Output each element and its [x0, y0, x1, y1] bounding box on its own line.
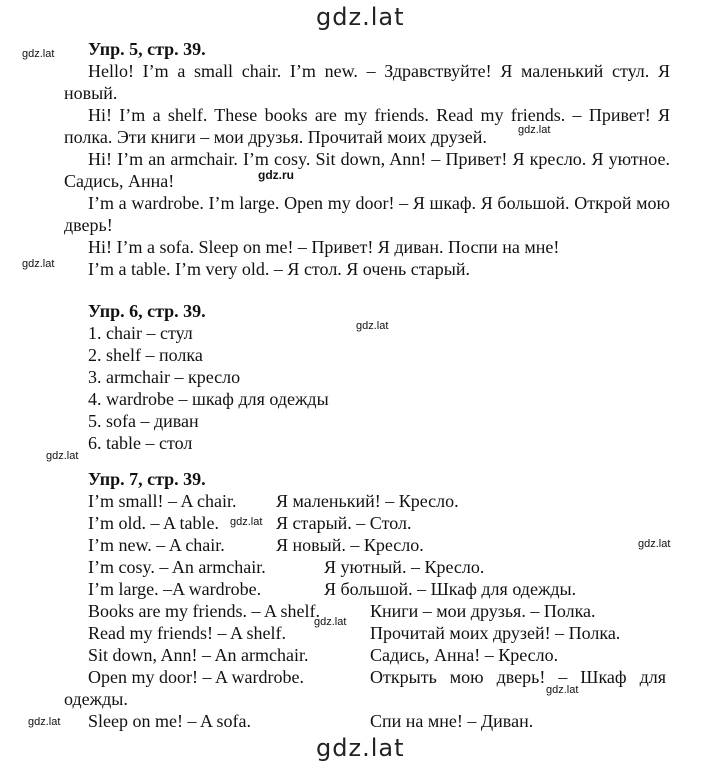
row-english: I’m cosy. – An armchair. — [88, 557, 266, 577]
watermark-ru: gdz.ru — [258, 168, 294, 182]
watermark-small: gdz.lat — [356, 320, 389, 332]
exercise-7-heading: Упр. 7, стр. 39. — [88, 469, 206, 489]
exercise-5-paragraph: I’m a table. I’m very old. – Я стол. Я очень старый. — [88, 259, 471, 279]
list-item: 3. armchair – кресло — [88, 367, 241, 387]
row-russian: Я большой. – Шкаф для одежды. — [324, 579, 577, 599]
row-russian: Спи на мне! – Диван. — [370, 711, 534, 731]
row-russian: Я уютный. – Кресло. — [324, 557, 485, 577]
watermark-small: gdz.lat — [546, 684, 579, 696]
row-english: I’m small! – A chair. — [88, 491, 237, 511]
watermark-small: gdz.lat — [28, 716, 61, 728]
watermark-bottom: gdz.lat — [316, 734, 405, 762]
list-item: 4. wardrobe – шкаф для одежды — [88, 389, 329, 409]
exercise-6-heading: Упр. 6, стр. 39. — [88, 301, 206, 321]
exercise-5-paragraph: I’m a wardrobe. I’m large. Open my door! – Я шкаф. Я большой. Открой мою дверь! — [64, 193, 670, 235]
row-russian: Я маленький! – Кресло. — [276, 491, 459, 511]
row-english: Sit down, Ann! – An armchair. — [88, 645, 309, 665]
list-item: 6. table – стол — [88, 433, 193, 453]
row-russian: Книги – мои друзья. – Полка. — [370, 601, 596, 621]
watermark-small: gdz.lat — [230, 516, 263, 528]
exercise-5-heading: Упр. 5, стр. 39. — [88, 39, 206, 59]
row-english: одежды. — [64, 689, 128, 709]
exercise-5-paragraph: Hi! I’m a shelf. These books are my friends. Read my friends. – Привет! Я полка. Эти книги – мои друзья. Прочитай моих друзей. — [64, 105, 670, 147]
watermark-top: gdz.lat — [316, 3, 405, 31]
row-russian: Я старый. – Стол. — [276, 513, 412, 533]
watermark-small: gdz.lat — [22, 48, 55, 60]
watermark-small: gdz.lat — [638, 538, 671, 550]
row-english: I’m old. – A table. — [88, 513, 219, 533]
exercise-5-paragraph: Hello! I’m a small chair. I’m new. – Здравствуйте! Я маленький стул. Я новый. — [64, 61, 670, 103]
row-russian: Я новый. – Кресло. — [276, 535, 424, 555]
watermark-small: gdz.lat — [314, 616, 347, 628]
row-english: Books are my friends. – A shelf. — [88, 601, 320, 621]
row-english: Open my door! – A wardrobe. — [88, 667, 304, 687]
list-item: 5. sofa – диван — [88, 411, 199, 431]
watermark-small: gdz.lat — [46, 450, 79, 462]
list-item: 2. shelf – полка — [88, 345, 203, 365]
row-russian: Открыть мою дверь! – Шкаф для — [370, 667, 666, 687]
watermark-small: gdz.lat — [22, 258, 55, 270]
row-russian: Садись, Анна! – Кресло. — [370, 645, 559, 665]
row-english: I’m new. – A chair. — [88, 535, 225, 555]
row-english: I’m large. –A wardrobe. — [88, 579, 262, 599]
row-english: Read my friends! – A shelf. — [88, 623, 286, 643]
row-english: Sleep on me! – A sofa. — [88, 711, 251, 731]
row-russian: Прочитай моих друзей! – Полка. — [370, 623, 621, 643]
watermark-small: gdz.lat — [518, 124, 551, 136]
exercise-5-paragraph: Hi! I’m an armchair. I’m cosy. Sit down, Ann! – Привет! Я кресло. Я уютное. Садись, Анна! — [64, 149, 670, 191]
exercise-5-paragraph: Hi! I’m a sofa. Sleep on me! – Привет! Я диван. Поспи на мне! — [88, 237, 560, 257]
list-item: 1. chair – стул — [88, 323, 193, 343]
